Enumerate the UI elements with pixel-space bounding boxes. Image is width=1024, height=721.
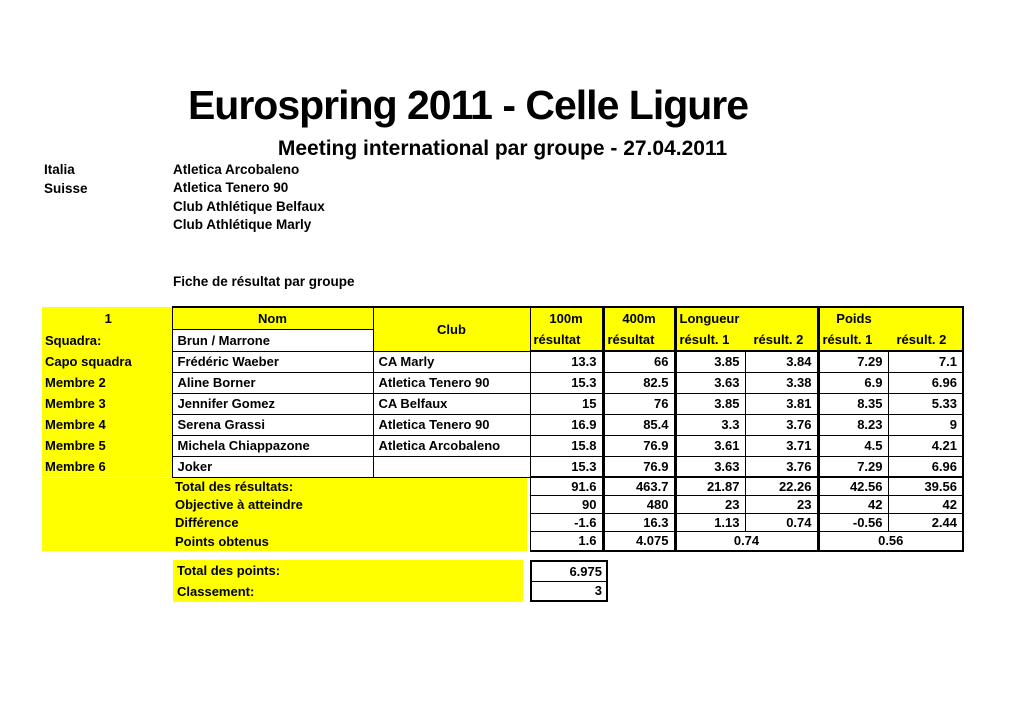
table-row	[42, 372, 963, 393]
col-header-nom: Nom	[172, 307, 373, 329]
objective-400m-cell: 480	[603, 495, 675, 513]
col-header-100m-title: 100m	[549, 311, 583, 326]
club-name: Club Athlétique Marly	[173, 217, 312, 233]
result-longueur1-cell: 3.85	[675, 393, 745, 414]
summary-labels-block	[42, 478, 527, 551]
col-header-longueur-r1: résult. 1	[679, 332, 730, 347]
result-longueur2-cell: 3.71	[745, 435, 818, 456]
difference-longueur1-cell: 1.13	[675, 513, 745, 531]
result-400m-cell: 76	[603, 393, 675, 414]
result-poids1-cell: 7.29	[818, 351, 888, 372]
member-role-cell: Membre 2	[42, 372, 172, 393]
club-name: Club Athlétique Belfaux	[173, 198, 325, 214]
difference-longueur2-cell: 0.74	[745, 513, 818, 531]
member-role-cell: Membre 5	[42, 435, 172, 456]
totals-footer	[173, 560, 608, 602]
col-header-poids	[818, 307, 963, 351]
result-poids2-cell: 6.96	[888, 372, 963, 393]
result-400m-cell: 66	[603, 351, 675, 372]
result-poids1-cell: 8.35	[818, 393, 888, 414]
col-header-longueur-r2: résult. 2	[753, 332, 804, 347]
results-table	[42, 306, 964, 552]
objective-poids1-cell: 42	[818, 495, 888, 513]
objective-poids2-cell: 42	[888, 495, 963, 513]
result-poids1-cell: 6.9	[818, 372, 888, 393]
difference-poids2-cell: 2.44	[888, 513, 963, 531]
objective-longueur2-cell: 23	[745, 495, 818, 513]
country-label: Suisse	[44, 180, 88, 196]
result-longueur1-cell: 3.3	[675, 414, 745, 435]
total-longueur1-cell: 21.87	[675, 477, 745, 495]
col-header-100m-sub: résultat	[533, 332, 581, 347]
member-name-cell: Aline Borner	[172, 372, 373, 393]
result-poids2-cell: 4.21	[888, 435, 963, 456]
member-name-cell: Serena Grassi	[172, 414, 373, 435]
col-header-400m	[603, 307, 675, 351]
table-row	[42, 393, 963, 414]
difference-poids1-cell: -0.56	[818, 513, 888, 531]
col-header-100m	[530, 307, 603, 351]
result-100m-cell: 15.8	[530, 435, 603, 456]
header-longueur-wrap	[677, 308, 817, 350]
result-longueur1-cell: 3.63	[675, 372, 745, 393]
result-longueur2-cell: 3.76	[745, 414, 818, 435]
result-100m-cell: 15.3	[530, 372, 603, 393]
summary-total-label: Total des résultats:	[175, 478, 294, 494]
table-row	[42, 456, 963, 477]
total-poids2-cell: 39.56	[888, 477, 963, 495]
table-row	[42, 351, 963, 372]
summary-row-total	[42, 477, 963, 495]
result-poids2-cell: 5.33	[888, 393, 963, 414]
member-club-cell	[373, 456, 530, 477]
header-row-1	[42, 307, 963, 329]
summary-points-label: Points obtenus	[175, 533, 269, 549]
result-100m-cell: 15	[530, 393, 603, 414]
result-poids1-cell: 8.23	[818, 414, 888, 435]
member-role-cell: Membre 3	[42, 393, 172, 414]
result-longueur1-cell: 3.85	[675, 351, 745, 372]
header-longueur-subrow	[677, 329, 817, 350]
country-label: Italia	[44, 162, 75, 177]
col-header-longueur	[675, 307, 818, 351]
page-title: Eurospring 2011 - Celle Ligure	[187, 82, 749, 128]
difference-100m-cell: -1.6	[530, 513, 603, 531]
member-club-cell: CA Belfaux	[373, 393, 530, 414]
member-role-cell: Membre 4	[42, 414, 172, 435]
total-poids1-cell: 42.56	[818, 477, 888, 495]
result-400m-cell: 85.4	[603, 414, 675, 435]
country-list	[44, 161, 88, 198]
col-header-400m-title: 400m	[622, 311, 656, 326]
member-name-cell: Michela Chiappazone	[172, 435, 373, 456]
col-header-400m-sub: résultat	[607, 332, 655, 347]
classement-label: Classement:	[177, 584, 255, 599]
member-role-cell: Membre 6	[42, 456, 172, 477]
member-name-cell: Jennifer Gomez	[172, 393, 373, 414]
header-400m-wrap	[605, 308, 674, 350]
classement-value: 3	[532, 581, 606, 600]
summary-objective-label: Objective à atteindre	[175, 496, 303, 512]
header-100m-wrap	[531, 308, 602, 350]
result-400m-cell: 82.5	[603, 372, 675, 393]
col-header-club: Club	[373, 307, 530, 351]
footer-values-box	[530, 560, 608, 602]
member-name-cell: Joker	[172, 456, 373, 477]
result-longueur1-cell: 3.63	[675, 456, 745, 477]
squadra-label-cell: Squadra:	[42, 329, 172, 351]
result-longueur2-cell: 3.84	[745, 351, 818, 372]
page-subtitle: Meeting international par groupe - 27.04.2011	[277, 137, 728, 160]
result-400m-cell: 76.9	[603, 456, 675, 477]
member-club-cell: Atletica Tenero 90	[373, 372, 530, 393]
objective-longueur1-cell: 23	[675, 495, 745, 513]
member-club-cell: CA Marly	[373, 351, 530, 372]
result-100m-cell: 15.3	[530, 456, 603, 477]
total-100m-cell: 91.6	[530, 477, 603, 495]
table-row	[42, 414, 963, 435]
difference-400m-cell: 16.3	[603, 513, 675, 531]
result-poids2-cell: 6.96	[888, 456, 963, 477]
club-name: Atletica Tenero 90	[173, 180, 289, 196]
result-poids1-cell: 7.29	[818, 456, 888, 477]
squadra-name-cell: Brun / Marrone	[172, 329, 373, 351]
result-poids2-cell: 9	[888, 414, 963, 435]
club-list	[173, 161, 325, 235]
points-400m-cell: 4.075	[603, 531, 675, 550]
col-header-poids-r1: résult. 1	[822, 332, 873, 347]
objective-100m-cell: 90	[530, 495, 603, 513]
header-poids-subrow	[820, 329, 963, 350]
member-club-cell: Atletica Arcobaleno	[373, 435, 530, 456]
total-points-label: Total des points:	[177, 563, 281, 578]
result-longueur2-cell: 3.81	[745, 393, 818, 414]
result-longueur2-cell: 3.38	[745, 372, 818, 393]
points-longueur-cell: 0.74	[675, 531, 818, 550]
total-points-value: 6.975	[569, 564, 602, 579]
member-role-cell: Capo squadra	[42, 351, 172, 372]
member-name-cell: Frédéric Waeber	[172, 351, 373, 372]
group-number-cell: 1	[42, 307, 172, 329]
section-label: Fiche de résultat par groupe	[173, 274, 355, 289]
result-poids2-cell: 7.1	[888, 351, 963, 372]
summary-labels-cell	[42, 477, 530, 551]
result-longueur1-cell: 3.61	[675, 435, 745, 456]
result-100m-cell: 16.9	[530, 414, 603, 435]
total-longueur2-cell: 22.26	[745, 477, 818, 495]
result-400m-cell: 76.9	[603, 435, 675, 456]
summary-difference-label: Différence	[175, 514, 239, 530]
club-name: Atletica Arcobaleno	[173, 162, 300, 177]
total-400m-cell: 463.7	[603, 477, 675, 495]
result-poids1-cell: 4.5	[818, 435, 888, 456]
points-100m-cell: 1.6	[530, 531, 603, 550]
header-poids-wrap	[820, 308, 963, 350]
member-club-cell: Atletica Tenero 90	[373, 414, 530, 435]
points-poids-cell: 0.56	[818, 531, 963, 550]
table-row	[42, 435, 963, 456]
result-longueur2-cell: 3.76	[745, 456, 818, 477]
footer-labels	[173, 560, 523, 602]
col-header-poids-r2: résult. 2	[896, 332, 947, 347]
col-header-poids-title: Poids	[836, 311, 872, 326]
result-100m-cell: 13.3	[530, 351, 603, 372]
col-header-longueur-title: Longueur	[679, 311, 740, 326]
